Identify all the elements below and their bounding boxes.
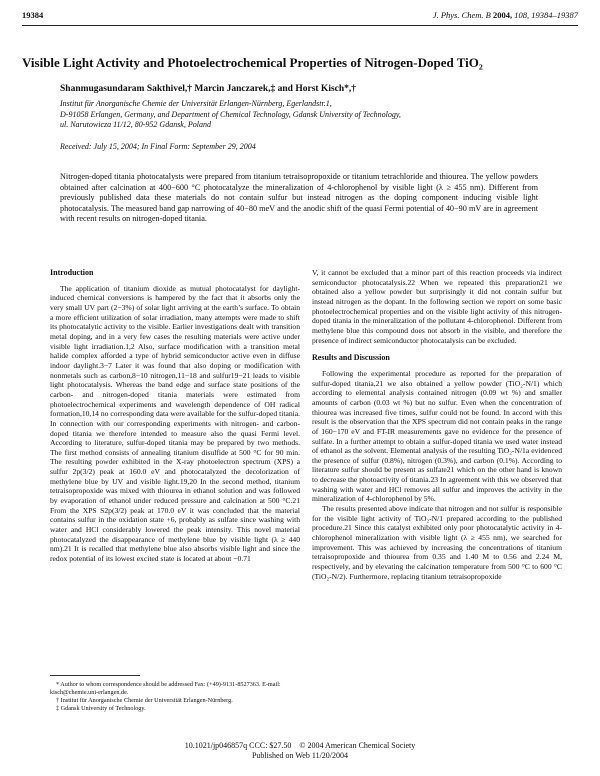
published-line: Published on Web 11/20/2004 [251,751,349,760]
page-number: 19384 [22,10,44,20]
journal-citation [433,10,578,20]
introduction-continued-paragraph: V, it cannot be excluded that a minor part of this reaction proceeds via indirect semiconductor photocatalysis.22 When we repeated this preparation21 we obtained also a yellow powder but surprisingly it did not contain sulfur but instead nitrogen as the dopant. In the following section we report on some basic photoelectrochemical properties and on the visible light activity of this nitrogen-doped titania in the mineralization of the pollutant 4-chlorophenol. Different from methylene blue this compound does not absorb in the visible, and therefore the presence of indirect semiconductor photocatalysis can be excluded. [312,268,562,345]
abstract [60,172,538,225]
footnote-affiliation-gdansk: ‡ Gdansk University of Technology. [56,705,146,712]
header-rule [22,25,578,26]
received-dates: Received: July 15, 2004; In Final Form: September 29, 2004 [60,142,256,151]
affiliation-line: D-91058 Erlangen, Germany, and Department of Chemical Technology, Gdansk University of Technology, [60,109,401,119]
affiliation-block [60,99,570,131]
doi-line: 10.1021/jp046857q CCC: $27.50 © 2004 American Chemical Society [184,741,416,750]
journal-year: 2004, [493,10,513,20]
abstract-text: Nitrogen-doped titania photocatalysts were prepared from titanium tetraisopropoxide or titanium tetrachloride and thiourea. The yellow powders obtained after calcination at 400−600 °C photocatalyze the mineralization of 4-chlorophenol by visible light (λ ≥ 455 nm). Different from previously published data these materials do not contain sulfur but instead nitrogen as the doping component inducing visible light photocatalysis. The measured band gap narrowing of 40−80 meV and the anodic shift of the quasi Fermi potential of 40−90 mV are in agreement with recent results on nitrogen-doped titania. [60,172,538,224]
article-title: Visible Light Activity and Photoelectrochemical Properties of Nitrogen-Doped TiO₂ [22,55,483,70]
affiliation-line: Institut für Anorganische Chemie der Universität Erlangen-Nürnberg, Egerlandstr.1, [60,99,332,108]
journal-volume-pages: 108, 19384–19387 [514,10,578,20]
author-list: Shanmugasundaram Sakthivel,† Marcin Janczarek,‡ and Horst Kisch*,† [60,84,357,94]
footnote-affiliation-erlangen: † Institut für Anorganische Chemie der Universität Erlangen-Nürnberg. [56,697,233,704]
introduction-heading: Introduction [50,268,94,277]
journal-name: J. Phys. Chem. B [432,10,491,20]
introduction-paragraph: The application of titanium dioxide as mutual photocatalyst for daylight-induced chemical conversions is hampered by the fact that it absorbs only the very small UV part (2−3%) of solar light arriving at the earth’s surface. To obtain a more efficient utilization of solar irradiation, many attempts were made to shift its photocatalytic activity to the visible. Earlier investigations dealt with transition metal doping, and in a very few cases the resulting materials were active under visible light irradiation.1,2 Also, surface modification with a transition metal halide complex afforded a type of hybrid semiconductor active even in diffuse indoor daylight.3−7 Later it was found that also doping or modification with nonmetals such as carbon,8−10 nitrogen,11−18 and sulfur19−21 leads to visible light photocatalysis. Whereas the band edge and surface state positions of the carbon- and nitrogen-doped titania materials were estimated from photoelectrochemical experiments and wavelength dependence of OH radical formation,10,14 no corresponding data were available for the sulfur-doped titania. In connection with our corresponding experiments with nitrogen- and carbon-doped titania we therefore intended to measure also the quasi Fermi level. According to literature, sulfur-doped titania may be prepared by two methods. The first method consists of annealing titanium disulfide at 500 °C for 90 min. The resulting powder exhibited in the X-ray photoelectron spectrum (XPS) a sulfur 2p(3/2) peak at 160.0 eV and photocatalyzed the decolorization of methylene blue by UV and visible light.19,20 In the second method, titanium tetraisopropoxide was mixed with thiourea in ethanol solution and was followed by evaporation of ethanol under reduced pressure and calcination at 500 °C.21 From the XPS S2p(3/2) peak at 170.0 eV it was concluded that the material contains sulfur in the oxidation state +6, probably as sulfate since washing with water and HCl considerably lowered the peak intensity. This novel material photocatalyzed the disappearance of methylene blue by visible light (λ ≥ 440 nm).21 It is recalled that methylene blue also absorbs visible light and since the redox potential of its lowest excited state is located at about −0.71 [50,283,300,564]
results-paragraph-1: Following the experimental procedure as reported for the preparation of sulfur-doped titania,21 we also obtained a yellow powder (TiO₂-N/1) which according to elemental analysis contained nitrogen (0.09 wt %) and smaller amounts of carbon (0.03 wt %) but no sulfur. Even when the concentration of thiourea was increased five times, sulfur could not be found. In accord with this result is the observation that the XPS spectrum did not contain peaks in the range of 160−170 eV and FT-IR measurements gave no evidence for the presence of sulfate. In a further attempt to obtain a sulfur-doped titania we used water instead of ethanol as the solvent. Elemental analysis of the resulting TiO₂-N/1a evidenced the presence of sulfur (0.8%), nitrogen (0.3%), and carbon (0.1%). According to literature sulfur should be present as sulfate21 which on the other hand is known to decrease the photoactivity of titania.23 In agreement with this we observed that washing with water and HCl removes all sulfur and improves the activity in the mineralization of 4-chlorophenol by 5%. [312,368,562,504]
page-footer [0,741,600,761]
left-column [50,268,300,564]
footnote-rule [50,675,140,676]
affiliation-line: ul. Narutowicza 11/12, 80-952 Gdansk, Poland [60,120,211,129]
results-paragraph-2: The results presented above indicate that nitrogen and not sulfur is responsible for the visible light activity of TiO₂-N/1 prepared according to the published procedure.21 Since this catalyst exhibited only poor photocatalytic activity in 4-chlorophenol mineralization with visible light (λ ≥ 455 nm), we searched for improvement. This was achieved by increasing the concentrations of titanium tetraisopropoxide and thiourea from 0.35 and 1.40 M to 0.56 and 2.24 M, respectively, and by elevating the calcination temperature from 500 °C to 600 °C (TiO₂-N/2). Furthermore, replacing titanium tetraisopropoxide [312,504,562,581]
results-heading: Results and Discussion [312,353,390,363]
footnotes [50,681,302,713]
right-column [312,268,562,581]
footnote-correspondence: * Author to whom correspondence should be addressed Fax: (+49)-9131-8527363. E-mail: kisch@chemie.uni-erlangen.de. [50,681,281,696]
running-header [22,10,578,24]
